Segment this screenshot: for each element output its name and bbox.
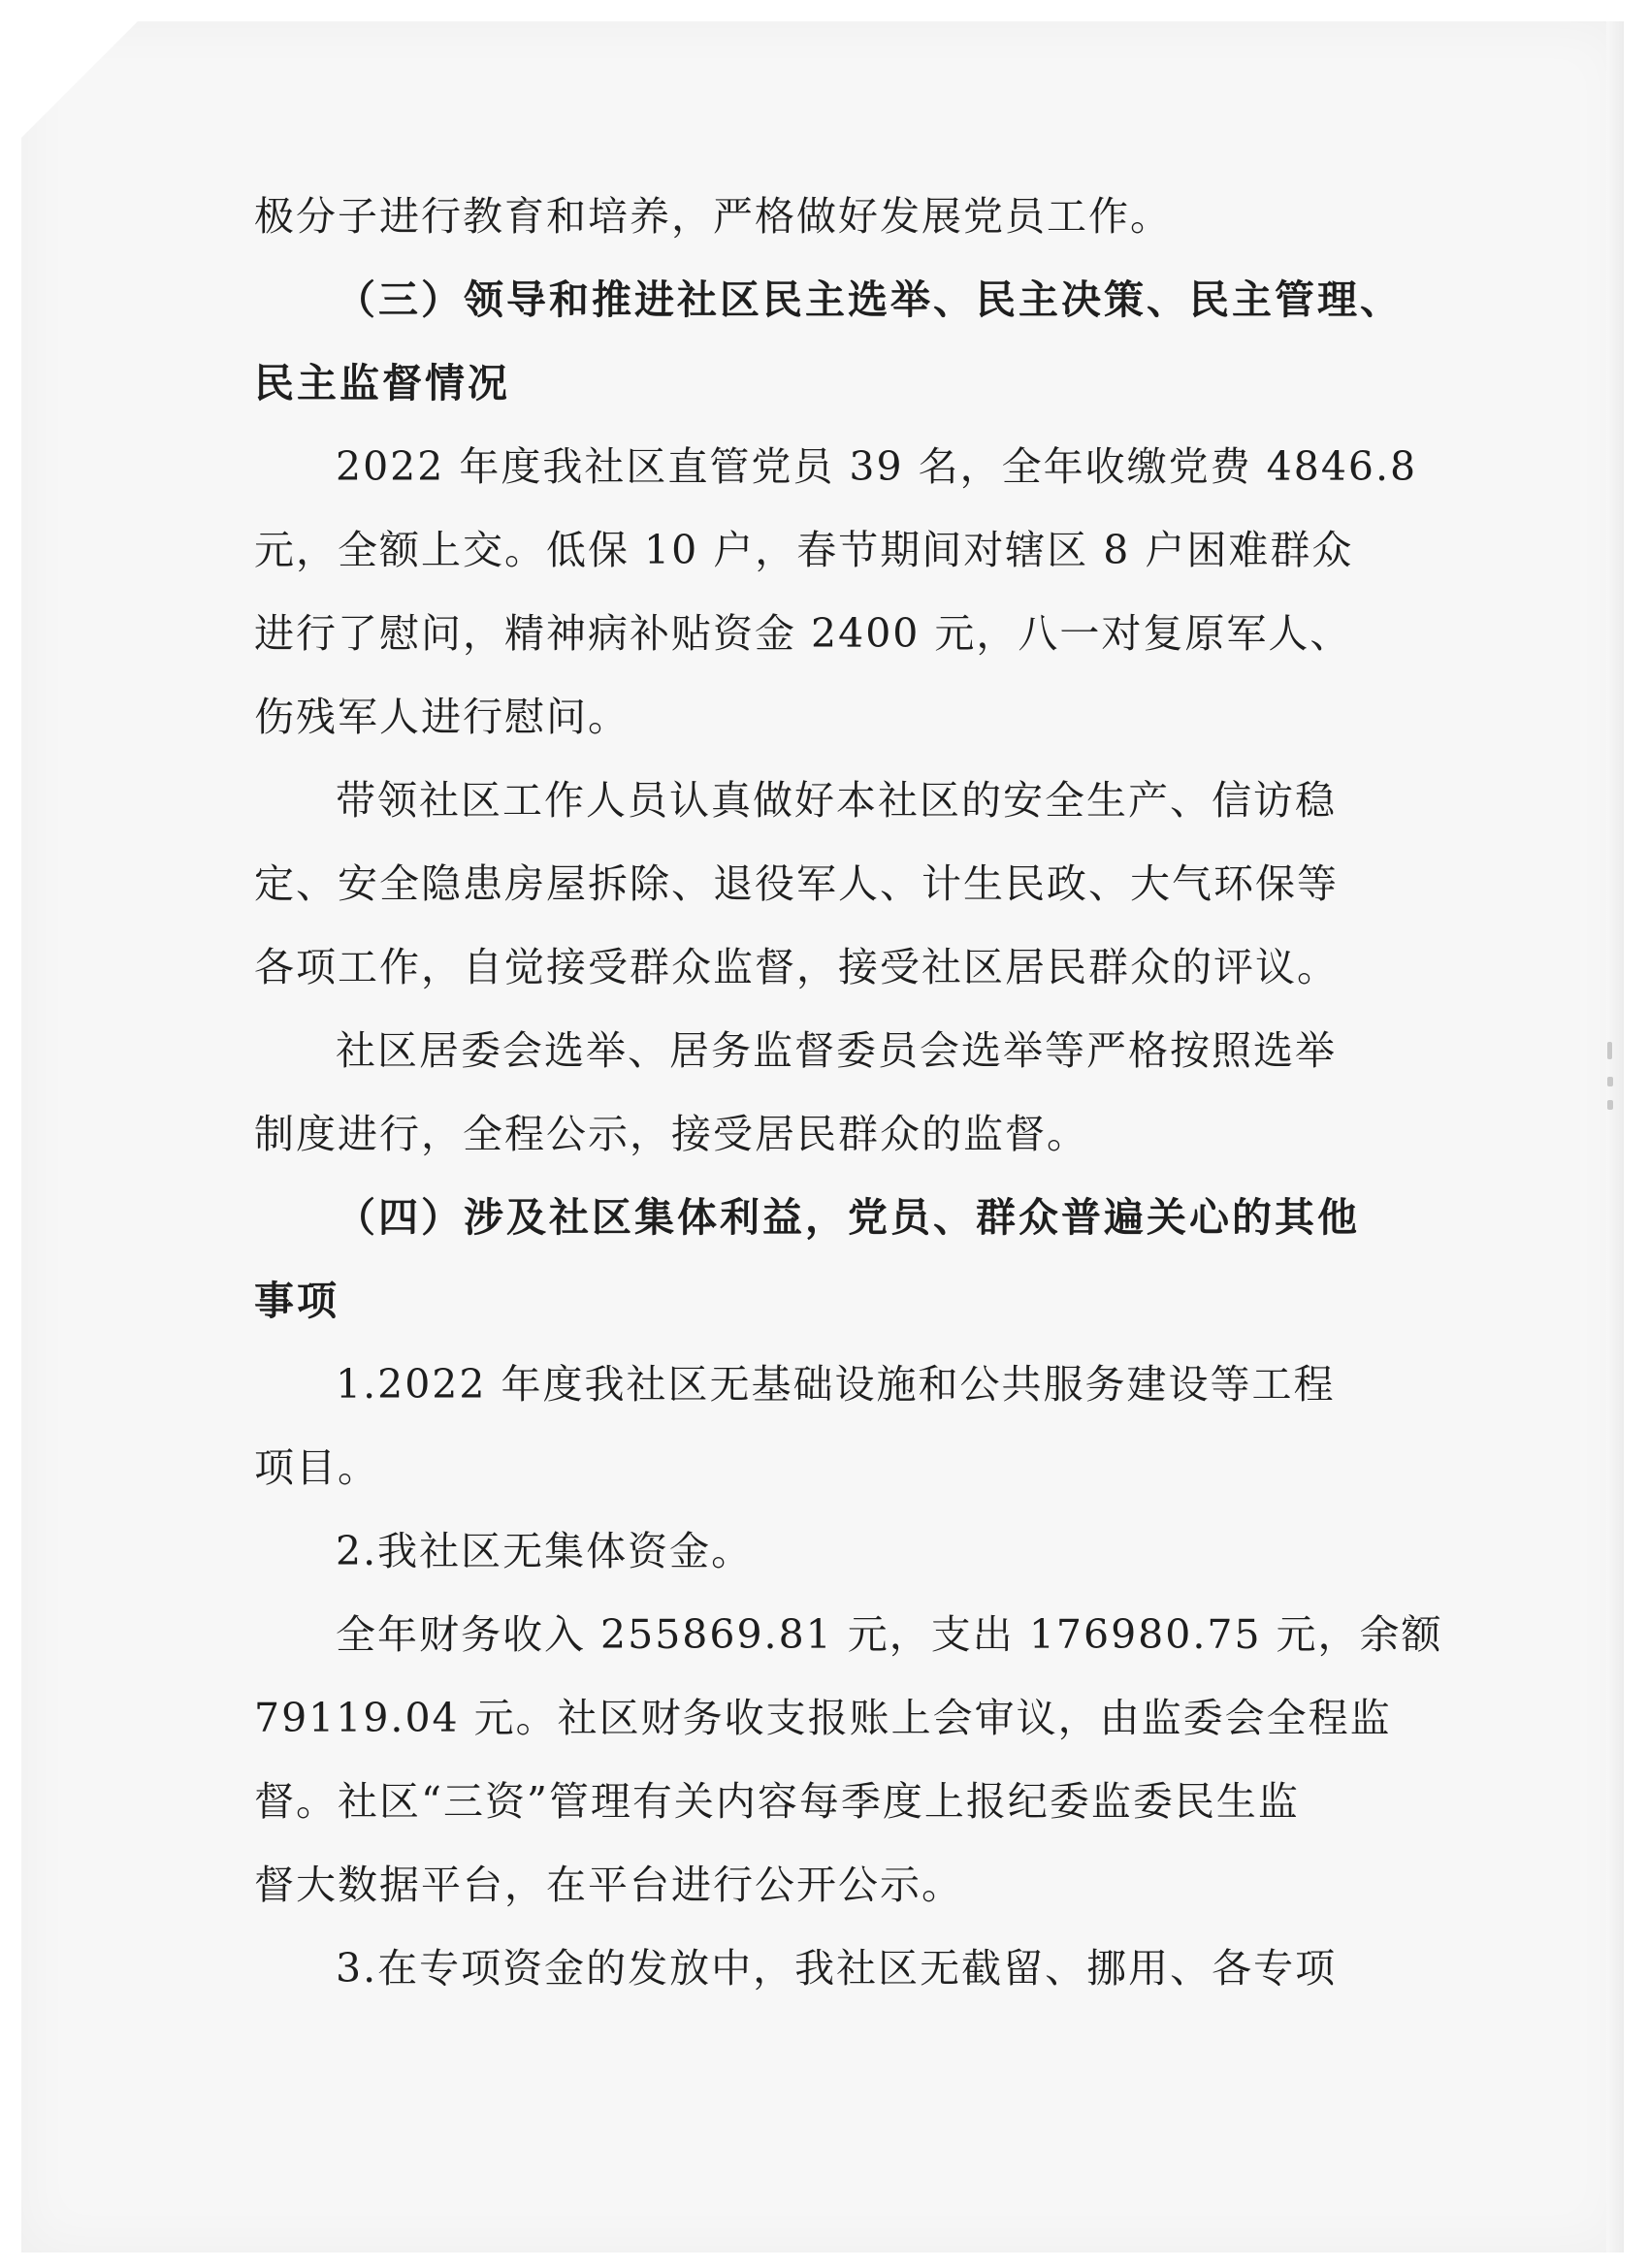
text-line: 79119.04 元。社区财务收支报账上会审议，由监委会全程监 bbox=[254, 1695, 1392, 1741]
section-heading: 事项 bbox=[254, 1278, 340, 1324]
section-heading: 民主监督情况 bbox=[254, 360, 510, 406]
folded-corner bbox=[21, 21, 138, 138]
scan-mark bbox=[1607, 1042, 1612, 1059]
text-line: 极分子进行教育和培养，严格做好发展党员工作。 bbox=[254, 193, 1172, 240]
text-line: 督大数据平台，在平台进行公开公示。 bbox=[254, 1862, 963, 1908]
text-line: 元，全额上交。低保 10 户，春节期间对辖区 8 户困难群众 bbox=[254, 527, 1354, 573]
document-body bbox=[254, 175, 1443, 2010]
text-line: 伤残军人进行慰问。 bbox=[254, 694, 630, 740]
text-line: 各项工作，自觉接受群众监督，接受社区居民群众的评议。 bbox=[254, 944, 1339, 990]
scan-mark bbox=[1607, 1100, 1613, 1110]
scan-mark bbox=[1607, 1077, 1613, 1086]
section-heading: （四）涉及社区集体利益，党员、群众普遍关心的其他 bbox=[336, 1194, 1360, 1241]
text-line: 制度进行，全程公示，接受居民群众的监督。 bbox=[254, 1111, 1088, 1157]
section-heading: （三）领导和推进社区民主选举、民主决策、民主管理、 bbox=[336, 276, 1403, 323]
text-line: 3.在专项资金的发放中，我社区无截留、挪用、各专项 bbox=[336, 1945, 1338, 1992]
text-line: 全年财务收入 255869.81 元，支出 176980.75 元，余额 bbox=[336, 1611, 1443, 1658]
page-edge-shadow bbox=[1606, 21, 1624, 2252]
text-line: 督。社区“三资”管理有关内容每季度上报纪委监委民生监 bbox=[254, 1778, 1300, 1825]
text-line: 定、安全隐患房屋拆除、退役军人、计生民政、大气环保等 bbox=[254, 860, 1339, 907]
text-line: 项目。 bbox=[254, 1444, 379, 1491]
text-line: 2022 年度我社区直管党员 39 名，全年收缴党费 4846.8 bbox=[336, 443, 1418, 490]
text-line: 带领社区工作人员认真做好本社区的安全生产、信访稳 bbox=[336, 777, 1337, 824]
text-line: 进行了慰问，精神病补贴资金 2400 元，八一对复原军人、 bbox=[254, 610, 1352, 657]
text-line: 2.我社区无集体资金。 bbox=[336, 1528, 754, 1574]
text-line: 社区居委会选举、居务监督委员会选举等严格按照选举 bbox=[336, 1027, 1337, 1074]
text-line: 1.2022 年度我社区无基础设施和公共服务建设等工程 bbox=[336, 1361, 1336, 1408]
